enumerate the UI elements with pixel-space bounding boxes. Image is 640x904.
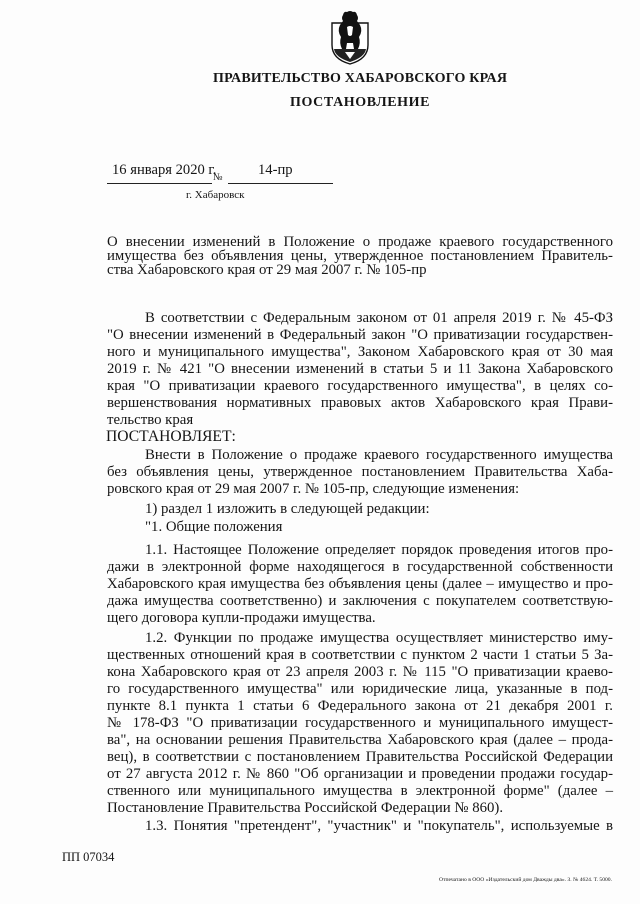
- paragraph-line: края "О приватизации краевого государственного имущества", в целях со-: [107, 377, 613, 394]
- paragraph-line: го государственного имущества" или юридические лица, указанные в под-: [107, 680, 613, 697]
- paragraph-line: щественных отношений края в соответствии с пунктом 2 части 1 статьи 5 За-: [107, 646, 613, 663]
- paragraph-line: ва", на основании решения Правительства Хабаровского края (далее – прода-: [107, 731, 613, 748]
- document-city: г. Хабаровск: [186, 189, 245, 201]
- paragraph-line: 2019 г. № 421 "О внесении изменений в статьи 5 и 11 Закона Хабаровского: [107, 360, 613, 377]
- printer-imprint: Отпечатано в ООО «Издательский дом Дважды два». З. № 4624. Т. 5000.: [439, 877, 612, 883]
- number-underline: [228, 183, 333, 184]
- paragraph-line: ровского края от 29 мая 2007 г. № 105-пр, следующие изменения:: [107, 480, 520, 497]
- paragraph-line: Внести в Положение о продаже краевого государственного имущества: [145, 446, 613, 463]
- paragraph-line: "О внесении изменений в Федеральный закон "О приватизации государствен-: [107, 326, 613, 343]
- paragraph-line: В соответствии с Федеральным законом от 01 апреля 2019 г. № 45-ФЗ: [145, 309, 613, 326]
- paragraph-line: "1. Общие положения: [145, 518, 283, 535]
- paragraph-amend: [107, 447, 613, 498]
- paragraph-1-2: [107, 630, 613, 817]
- document-code: ПП 07034: [62, 850, 115, 864]
- paragraph-line: дажи в электронной форме находящегося в государственной собственности: [107, 558, 613, 575]
- paragraph-item-1: [107, 501, 613, 518]
- paragraph-line: 1.3. Понятия "претендент", "участник" и "покупатель", используемые в: [145, 817, 613, 834]
- paragraph-line: вершенствования нормативных правовых актов Хабаровского края Прави-: [107, 394, 613, 411]
- paragraph-1-1: [107, 542, 613, 627]
- paragraph-line: дажа имущества соответственно) и заключения с покупателем соответствую-: [107, 592, 613, 609]
- title-line: ства Хабаровского края от 29 мая 2007 г. № 105-пр: [107, 262, 427, 278]
- document-date: 16 января 2020 г.: [112, 162, 217, 178]
- coat-of-arms-icon: [328, 9, 372, 66]
- paragraph-line: вец), в соответствии с постановлением Правительства Российской Федерации: [107, 748, 613, 765]
- paragraph-line: 1.2. Функции по продаже имущества осуществляет министерство иму-: [145, 629, 613, 646]
- paragraph-line: № 178-ФЗ "О приватизации государственного и муниципального имущест-: [107, 714, 613, 731]
- paragraph-line: ного и муниципального имущества", Законом Хабаровского края от 30 мая: [107, 343, 613, 360]
- paragraph-line: 1.1. Настоящее Положение определяет порядок проведения итогов про-: [145, 541, 613, 558]
- document-title: [107, 235, 613, 277]
- paragraph-line: Постановление Правительства Российской Федерации № 860).: [107, 799, 504, 816]
- title-line: имущества без объявления цены, утвержденное постановлением Правитель-: [107, 248, 613, 264]
- paragraph-line: щего договора купли-продажи имущества.: [107, 609, 376, 626]
- paragraph-preamble: [107, 310, 613, 429]
- section-heading: [107, 519, 613, 536]
- paragraph-line: без объявления цены, утвержденное постановлением Правительства Хаба-: [107, 463, 613, 480]
- resolves-heading: ПОСТАНОВЛЯЕТ:: [106, 428, 236, 445]
- paragraph-line: Хабаровского края имущества без объявления цены (далее – имущество и про-: [107, 575, 613, 592]
- paragraph-1-3: [107, 818, 613, 835]
- title-line: О внесении изменений в Положение о продаже краевого государственного: [107, 234, 613, 250]
- paragraph-line: ственного или муниципального имущества в электронной форме" (далее –: [107, 782, 613, 799]
- document-number: 14-пр: [258, 162, 293, 178]
- coat-of-arms-emblem: [328, 9, 372, 66]
- paragraph-line: от 27 августа 2012 г. № 860 "Об организации и проведении продажи государ-: [107, 765, 613, 782]
- paragraph-line: кона Хабаровского края от 23 апреля 2003 г. № 115 "О приватизации краево-: [107, 663, 613, 680]
- paragraph-line: 1) раздел 1 изложить в следующей редакции:: [145, 500, 430, 517]
- number-sign: №: [213, 172, 223, 183]
- date-underline: [107, 183, 212, 184]
- paragraph-line: пункте 8.1 пункта 1 статьи 6 Федерального закона от 21 декабря 2001 г.: [107, 697, 613, 714]
- document-type: ПОСТАНОВЛЕНИЕ: [290, 95, 431, 110]
- paragraph-line: тельство края: [107, 411, 194, 428]
- government-name: ПРАВИТЕЛЬСТВО ХАБАРОВСКОГО КРАЯ: [213, 71, 508, 86]
